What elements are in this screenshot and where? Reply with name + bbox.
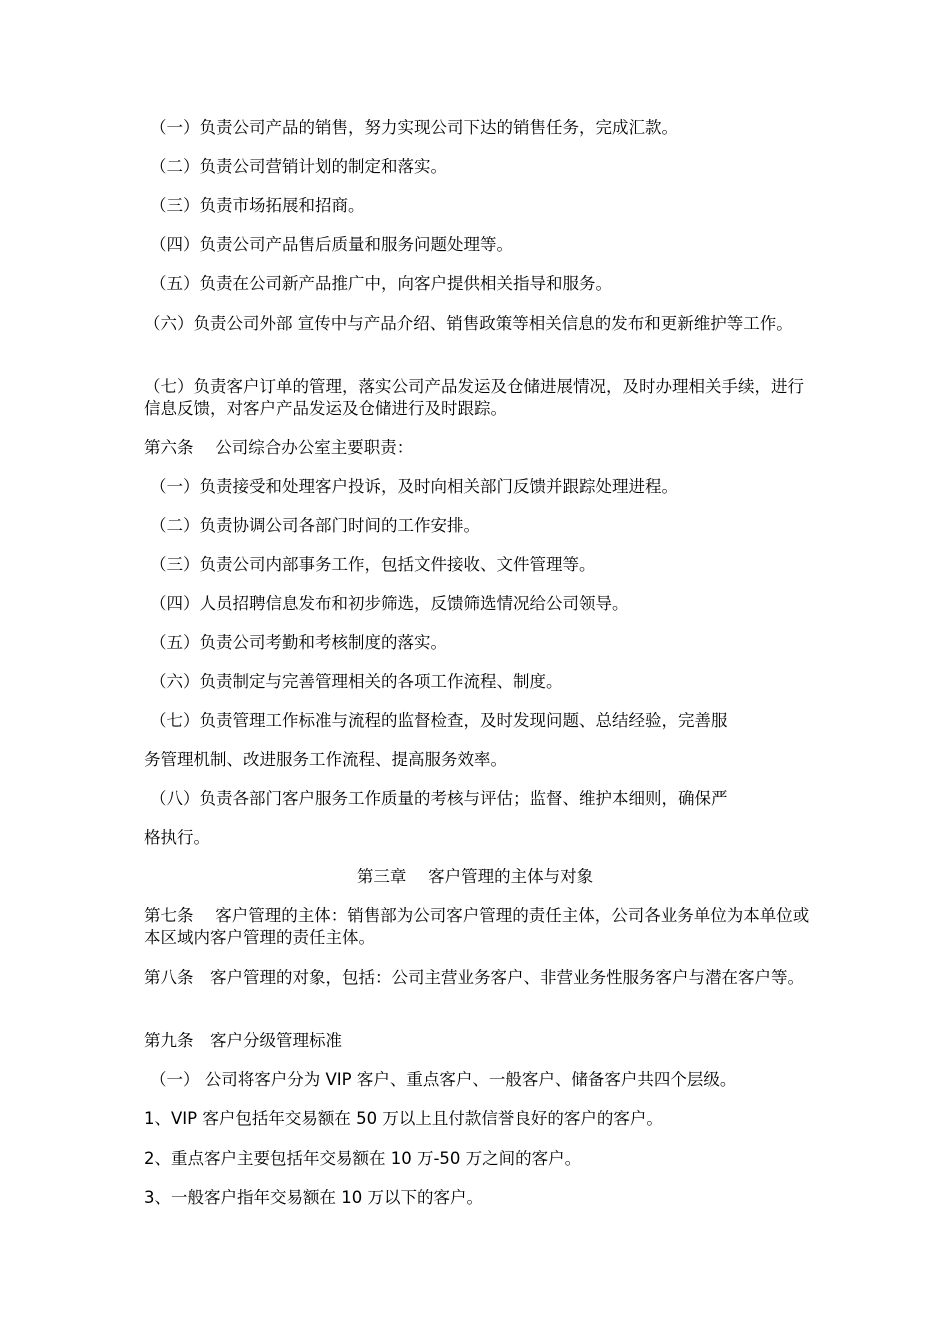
chapter-3-heading: 第三章 客户管理的主体与对象 [356,867,594,886]
article-7: 第七条 客户管理的主体：销售部为公司客户管理的责任主体，公司各业务单位为本单位或本区域内客户管理的责任主体。 [144,906,810,947]
tier-vip: 1、VIP 客户包括年交易额在 50 万以上且付款信誉良好的客户的客户。 [144,1109,663,1128]
office-duty-8-line-1: （八）负责各部门客户服务工作质量的考核与评估；监督、维护本细则，确保严 [150,789,728,808]
duty-item-4: （四）负责公司产品售后质量和服务问题处理等。 [150,235,513,254]
office-duty-5: （五）负责公司考勤和考核制度的落实。 [150,633,447,652]
office-duty-6: （六）负责制定与完善管理相关的各项工作流程、制度。 [150,672,563,691]
article-8: 第八条 客户管理的对象，包括：公司主营业务客户、非营业务性服务客户与潜在客户等。 [144,968,804,987]
duty-item-5: （五）负责在公司新产品推广中，向客户提供相关指导和服务。 [150,274,612,293]
duty-item-6: （六）负责公司外部 宣传中与产品介绍、销售政策等相关信息的发布和更新维护等工作。 [144,314,793,333]
duty-item-7: （七）负责客户订单的管理，落实公司产品发运及仓储进展情况，及时办理相关手续，进行信息反馈，对客户产品发运及仓储进行及时跟踪。 [144,377,804,418]
office-duty-1: （一）负责接受和处理客户投诉，及时向相关部门反馈并跟踪处理进程。 [150,477,678,496]
office-duty-8-line-2: 格执行。 [144,828,210,847]
office-duty-4: （四）人员招聘信息发布和初步筛选，反馈筛选情况给公司领导。 [150,594,629,613]
office-duty-3: （三）负责公司内部事务工作，包括文件接收、文件管理等。 [150,555,596,574]
office-duty-7-line-2: 务管理机制、改进服务工作流程、提高服务效率。 [144,750,507,769]
duty-item-2: （二）负责公司营销计划的制定和落实。 [150,157,447,176]
tier-key: 2、重点客户主要包括年交易额在 10 万-50 万之间的客户。 [144,1149,582,1168]
duty-item-3: （三）负责市场拓展和招商。 [150,196,365,215]
article-6-heading: 第六条 公司综合办公室主要职责： [144,438,414,457]
article-9-heading: 第九条 客户分级管理标准 [144,1031,342,1050]
office-duty-2: （二）负责协调公司各部门时间的工作安排。 [150,516,480,535]
tier-general: 3、一般客户指年交易额在 10 万以下的客户。 [144,1188,483,1207]
duty-item-1: （一）负责公司产品的销售，努力实现公司下达的销售任务，完成汇款。 [150,118,678,137]
office-duty-7-line-1: （七）负责管理工作标准与流程的监督检查，及时发现问题、总结经验，完善服 [150,711,728,730]
customer-tiers-intro: （一） 公司将客户分为 VIP 客户、重点客户、一般客户、储备客户共四个层级。 [150,1070,737,1089]
